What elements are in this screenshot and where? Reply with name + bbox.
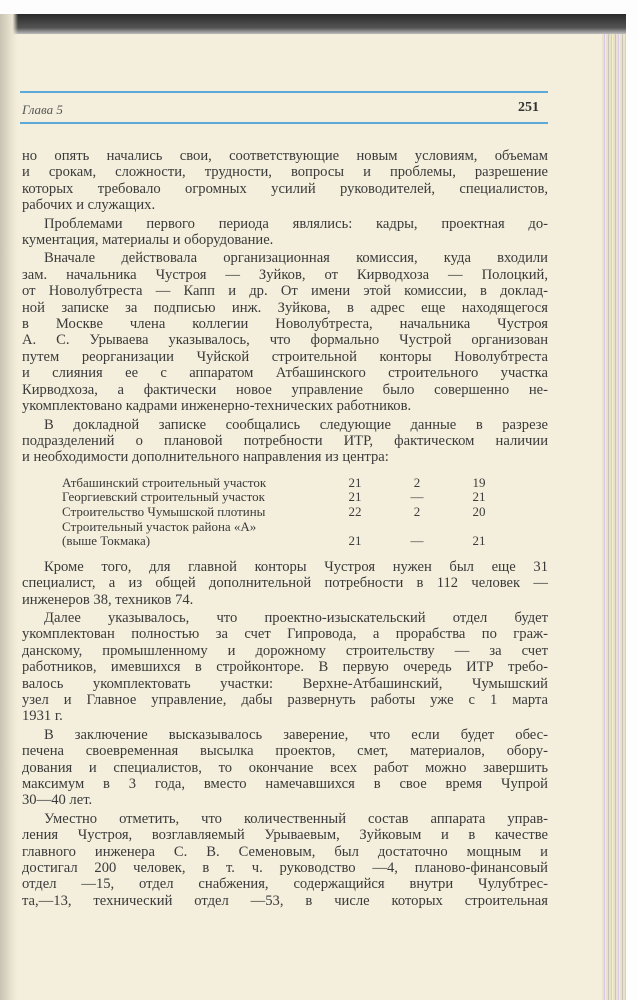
table-row [62, 476, 548, 491]
text-line: инженеров 38, техников 74. [22, 591, 194, 608]
page-number: 251 [518, 100, 539, 115]
text-line: но опять начались свои, соответствующие новым условиям, объемам [22, 148, 548, 164]
text-line: Далее указывалось, что проектно-изыскательский отдел будет [44, 609, 548, 626]
text-line: Уместно отметить, что количественный состав аппарата управ- [44, 810, 548, 827]
scan-shadow [0, 14, 626, 34]
text-line: Вначале действовала организационная комиссия, куда входили [44, 250, 548, 267]
table-cell-value: — [410, 533, 424, 549]
text-line: ной записке за подписью инж. Зуйкова, в адрес еще находящегося [22, 299, 548, 316]
table-cell-value: 21 [472, 489, 486, 505]
text-line: 30—40 лет. [22, 792, 93, 809]
table-cell-name: Строительство Чумышской плотины [62, 503, 266, 519]
text-line: В докладной записке сообщались следующие данные в разрезе [44, 416, 548, 433]
text-line: Кроме того, для главной конторы Чустроя нужен был еще 31 [44, 558, 548, 575]
text-line: ления Чустроя, возглавляемый Урываевым, Зуйковым и в качестве [22, 827, 548, 844]
table-cell-name: Строительный участок района «А» [62, 518, 257, 534]
text-line: достигал 200 человек, в т. ч. руководство —4, планово-финансовый [22, 860, 548, 876]
paragraph [22, 559, 548, 608]
book-page [0, 14, 626, 1000]
table-cell-name: Атбашинский строительный участок [62, 474, 267, 490]
table-row [62, 534, 548, 549]
table-cell-value: 21 [472, 533, 486, 549]
text-line: в Москве члена коллегии Новолубтреста, начальника Чустроя [22, 316, 548, 333]
text-line: которых требовало огромных усилий руководителей, специалистов, [22, 180, 548, 197]
paragraph [22, 727, 548, 809]
page-gutter [0, 14, 18, 1000]
text-line: главного инженера С. В. Семеновым, был достаточно мощным и [22, 843, 548, 860]
table-cell-value [448, 520, 510, 535]
table-row [62, 505, 548, 520]
text-line: та,—13, технический отдел —53, в числе которых строительная [22, 892, 548, 909]
itr-table [62, 476, 548, 549]
table-cell-value: 22 [348, 503, 362, 519]
text-line: работников, имевшихся в стройконторе. В первую очередь ИТР требо- [22, 659, 548, 676]
page-edges [602, 34, 626, 1000]
table-cell-value [386, 520, 448, 535]
text-line: В заключение высказывалось заверение, что если будет обес- [44, 726, 548, 743]
text-line: 1931 г. [22, 708, 63, 725]
text-line: зам. начальника Чустроя — Зуйков, от Кирводхоза — Полоцкий, [22, 266, 548, 283]
table-cell-value [324, 520, 386, 535]
text-line: данскому, промышленному и дорожному строительству — за счет [22, 642, 548, 659]
header-rule-bottom [20, 122, 548, 124]
text-line: А. С. Урываева указывалось, что формально Чустрой организован [22, 332, 548, 349]
text-line: укомплектован полностью за счет Гипровода, а прорабства по граж- [22, 626, 548, 643]
paragraph [22, 811, 548, 909]
text-line: дования и специалистов, то окончание всех работ можно завершить [22, 759, 548, 776]
text-line: и необходимости дополнительного направления из центра: [22, 449, 389, 466]
table-cell-value: 21 [348, 533, 362, 549]
text-line: кументация, материалы и оборудование. [22, 232, 274, 249]
body-text [22, 148, 548, 909]
running-title: Глава 5 [22, 102, 63, 117]
text-line: валось укомплектовать участки: Верхне-Атбашинский, Чумышский [22, 675, 548, 692]
text-line: отдел —15, отдел снабжения, содержащийся внутри Чулубтрес- [22, 876, 548, 893]
table-cell-value: 20 [472, 503, 486, 519]
text-line: подразделений о плановой потребности ИТР, фактическом наличии [22, 432, 548, 449]
text-line: рабочих и служащих. [22, 197, 156, 214]
text-line: печена своевременная высылка проектов, смет, материалов, обору- [22, 743, 548, 760]
table-cell-value: 21 [348, 474, 362, 490]
table-row [62, 490, 548, 505]
table-cell-value: 2 [413, 474, 421, 490]
paragraph [22, 610, 548, 725]
text-line: Проблемами первого периода являлись: кадры, проектная до- [44, 215, 548, 232]
paragraph [22, 250, 548, 414]
paragraph [22, 148, 548, 214]
table-cell-value: 2 [413, 503, 421, 519]
table-cell-value: — [410, 489, 424, 505]
table-cell-name: Георгиевский строительный участок [62, 489, 265, 505]
text-line: Кирводхоза, а фактически новое управление было совершенно не- [22, 381, 548, 398]
paragraph [22, 216, 548, 249]
text-line: от Новолубтреста — Капп и др. От имени этой комиссии, в доклад- [22, 283, 548, 300]
header-rule-top [20, 91, 548, 93]
text-line: специалист, а из общей дополнительной потребности в 112 человек — [22, 575, 548, 592]
text-line: максимум в 3 года, вместо намечавшихся в свое время Чупрой [22, 775, 548, 792]
text-line: и слияния ее с аппаратом Атбашинского строительного участка [22, 365, 548, 382]
table-cell-value: 19 [472, 474, 486, 490]
text-line: узел и Главное управление, дабы развернуть работы уже с 1 марта [22, 691, 548, 708]
text-line: укомплектовано кадрами инженерно-технических работников. [22, 398, 412, 415]
text-line: путем реорганизации Чуйской строительной конторы Новолубтреста [22, 348, 548, 365]
table-cell-value: 21 [348, 489, 362, 505]
table-row [62, 520, 548, 535]
table-cell-name: (выше Токмака) [62, 533, 151, 549]
paragraph [22, 417, 548, 466]
text-line: и срокам, сложности, трудности, вопросы и проблемы, разрешение [22, 164, 548, 181]
